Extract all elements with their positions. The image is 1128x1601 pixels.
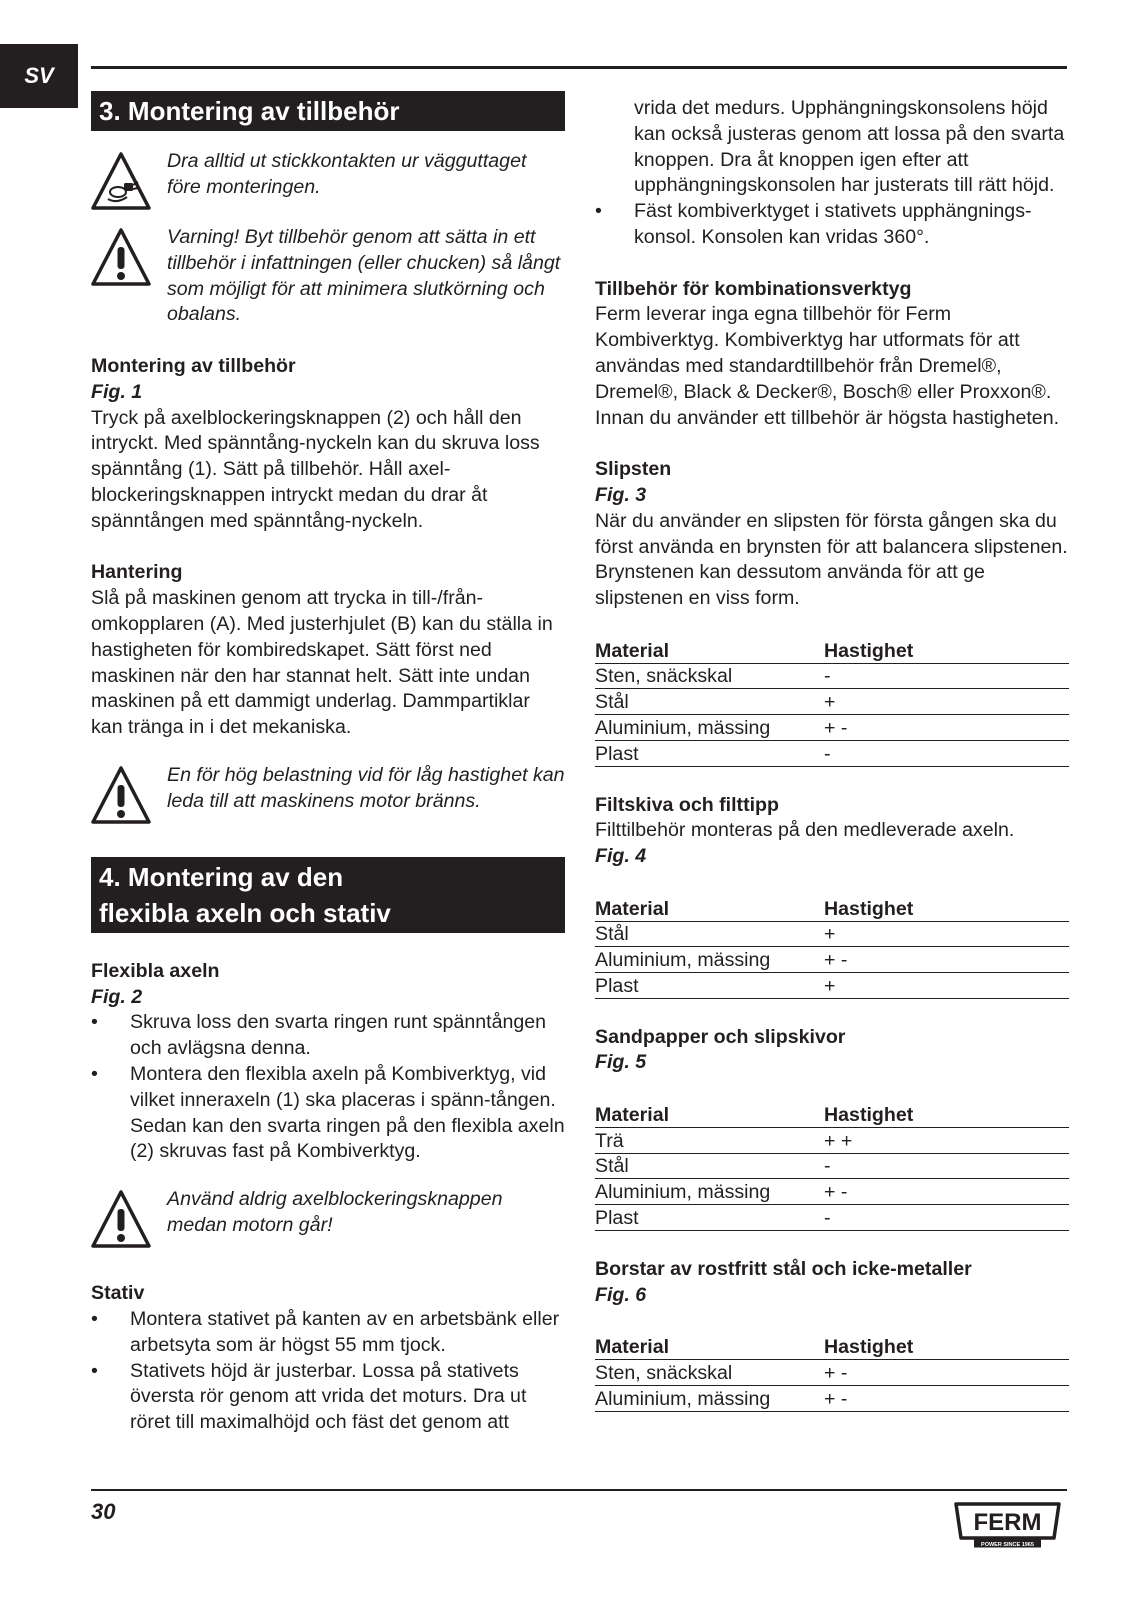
list-item: • Montera den flexibla axeln på Kombiverktyg, vid vilket inneraxeln (1) ska placeras i spänn-tången. Sedan kan den svarta ringen på den flexibla axeln (2) skruvas fast på Kombiverktyg. (91, 1062, 565, 1165)
speed-cell: + (824, 921, 1069, 947)
speed-cell: + + (824, 1127, 1069, 1153)
mount-text: Tryck på axelblockeringsknappen (2) och håll den intryckt. Med spänntång-nyckeln kan du skruva loss spänntång (1). Sätt på tillbehör. Håll axel-blockeringsknappen intryckt medan du drar åt spänntången med spänntång-nyckeln. (91, 406, 540, 532)
material-cell: Sten, snäckskal (595, 1360, 824, 1386)
accessory-warning-text: Varning! Byt tillbehör genom att sätta in ett tillbehör i infattningen (eller chucken) så långt som möjligt för att minimera slutkörning och obalans. (167, 226, 561, 326)
flex-steps (91, 1010, 565, 1165)
sandpaper-fig-ref: Fig. 5 (595, 1051, 647, 1074)
speed-cell: + - (824, 947, 1069, 973)
material-cell: Aluminium, mässing (595, 947, 824, 973)
felt-fig-ref: Fig. 4 (595, 845, 647, 868)
unplug-warning (91, 149, 565, 211)
material-header: Material (595, 1102, 824, 1127)
table-header-row (595, 1334, 1069, 1359)
speed-cell: + - (824, 715, 1069, 741)
flex-fig-ref: Fig. 2 (91, 985, 143, 1008)
material-cell: Plast (595, 1205, 824, 1231)
mount-heading: Montering av tillbehör (91, 354, 296, 377)
handling-heading: Hantering (91, 561, 183, 584)
right-column (595, 96, 1069, 1412)
warning-triangle-icon (91, 1189, 151, 1249)
warning-triangle-icon (91, 765, 151, 825)
speed-header: Hastighet (824, 896, 1069, 921)
speed-cell: + - (824, 1385, 1069, 1411)
table-row (595, 947, 1069, 973)
speed-cell: - (824, 740, 1069, 766)
material-header: Material (595, 638, 824, 663)
speed-header: Hastighet (824, 638, 1069, 663)
table-row (595, 921, 1069, 947)
list-item: • Skruva loss den svarta ringen runt spänntången och avlägsna denna. (91, 1010, 565, 1062)
speed-cell: + - (824, 1179, 1069, 1205)
load-warning (91, 763, 565, 825)
material-cell: Stål (595, 1153, 824, 1179)
material-cell: Stål (595, 921, 824, 947)
sandpaper-table (595, 1102, 1069, 1231)
accessory-warning (91, 225, 565, 328)
material-cell: Aluminium, mässing (595, 1385, 824, 1411)
material-cell: Stål (595, 689, 824, 715)
section-4-title-line1: 4. Montering av den (99, 861, 344, 892)
left-column (91, 91, 565, 1436)
list-item: • Fäst kombiverktyget i stativets upphängnings-konsol. Konsolen kan vridas 360°. (595, 199, 1069, 251)
material-header: Material (595, 1334, 824, 1359)
grindstone-fig-ref: Fig. 3 (595, 483, 647, 506)
material-cell: Sten, snäckskal (595, 663, 824, 689)
section-3-title: 3. Montering av tillbehör (91, 91, 565, 131)
material-cell: Plast (595, 740, 824, 766)
section-4-title (91, 857, 565, 933)
lock-warning (91, 1187, 565, 1249)
flex-heading: Flexibla axeln (91, 959, 220, 982)
table-row (595, 1153, 1069, 1179)
material-cell: Aluminium, mässing (595, 715, 824, 741)
table-row (595, 1205, 1069, 1231)
table-row (595, 1385, 1069, 1411)
brush-table (595, 1334, 1069, 1411)
felt-text: Filttilbehör monteras på den medleverade axeln. (595, 819, 1015, 842)
list-item: • Stativets höjd är justerbar. Lossa på stativets översta rör genom att vrida det moturs. Dra ut röret till maximalhöjd och fäst det genom att (91, 1359, 565, 1436)
table-row (595, 689, 1069, 715)
speed-header: Hastighet (824, 1334, 1069, 1359)
table-row (595, 663, 1069, 689)
ferm-logo (950, 1502, 1065, 1548)
table-row (595, 1127, 1069, 1153)
stand-continued-steps (595, 199, 1069, 251)
accessories-text: Ferm leverar inga egna tillbehör för Ferm Kombiverktyg. Kombiverktyg har utformats för att användas med standardtillbehör från Dremel®, Dremel®, Black & Decker®, Bosch® eller Proxxon®. Innan du använder ett tillbehör är högsta hastigheten. (595, 303, 1060, 429)
table-row (595, 1360, 1069, 1386)
top-rule (91, 66, 1067, 69)
speed-cell: - (824, 1153, 1069, 1179)
mount-fig-ref: Fig. 1 (91, 380, 143, 403)
speed-header: Hastighet (824, 1102, 1069, 1127)
table-header-row (595, 896, 1069, 921)
table-row (595, 973, 1069, 999)
brush-heading: Borstar av rostfritt stål och icke-metaller (595, 1257, 972, 1280)
table-header-row (595, 638, 1069, 663)
section-4-title-line2: flexibla axeln och stativ (99, 897, 391, 928)
speed-cell: + - (824, 1360, 1069, 1386)
grindstone-heading: Slipsten (595, 458, 672, 481)
table-header-row (595, 1102, 1069, 1127)
unplug-warning-text: Dra alltid ut stickkontakten ur vägguttaget före monteringen. (167, 150, 527, 198)
felt-heading: Filtskiva och filttipp (595, 793, 779, 816)
grindstone-table (595, 638, 1069, 767)
warning-triangle-icon (91, 227, 151, 287)
list-item: • Montera stativet på kanten av en arbetsbänk eller arbetsyta som är högst 55 mm tjock. (91, 1307, 565, 1359)
material-cell: Trä (595, 1127, 824, 1153)
handling-text: Slå på maskinen genom att trycka in till-/från-omkopplaren (A). Med justerhjulet (B) kan du ställa in hastigheten för kombiredskapet. Sätt först ned maskinen när den har stannat helt. Sätt inte undan maskinen på ett dammigt underlag. Dammpartiklar kan tränga in i det mekaniska. (91, 587, 553, 739)
speed-cell: - (824, 1205, 1069, 1231)
stand-heading: Stativ (91, 1282, 145, 1305)
speed-cell: - (824, 663, 1069, 689)
speed-cell: + (824, 973, 1069, 999)
load-warning-text: En för hög belastning vid för låg hastighet kan leda till att maskinens motor bränns. (167, 763, 565, 812)
grindstone-text: När du använder en slipsten för första gången ska du först använda en brynsten för att balancera slipstenen. Brynstenen kan dessutom använda för att ge slipstenen en viss form. (595, 509, 1068, 610)
accessories-heading: Tillbehör för kombinationsverktyg (595, 277, 912, 300)
felt-table (595, 896, 1069, 999)
lock-warning-text: Använd aldrig axelblockeringsknappen medan motorn går! (167, 1188, 503, 1236)
unplug-warning-icon (91, 151, 151, 211)
stand-continued-text: vrida det medurs. Upphängningskonsolens höjd kan också justeras genom att lossa på den svarta knoppen. Dra åt knoppen igen efter att upphängningskonsolen har justerats till rätt höjd. (634, 97, 1065, 197)
ferm-logo-text: FERM (973, 1509, 1042, 1536)
table-row (595, 715, 1069, 741)
stand-steps (91, 1307, 565, 1436)
sandpaper-heading: Sandpapper och slipskivor (595, 1025, 846, 1048)
language-tab: SV (0, 44, 78, 108)
page-number: 30 (91, 1499, 116, 1524)
brush-fig-ref: Fig. 6 (595, 1283, 647, 1306)
material-header: Material (595, 896, 824, 921)
ferm-logo-tagline: POWER SINCE 1965 (981, 1542, 1034, 1548)
material-cell: Plast (595, 973, 824, 999)
speed-cell: + (824, 689, 1069, 715)
table-row (595, 740, 1069, 766)
table-row (595, 1179, 1069, 1205)
bottom-rule (91, 1489, 1067, 1491)
material-cell: Aluminium, mässing (595, 1179, 824, 1205)
